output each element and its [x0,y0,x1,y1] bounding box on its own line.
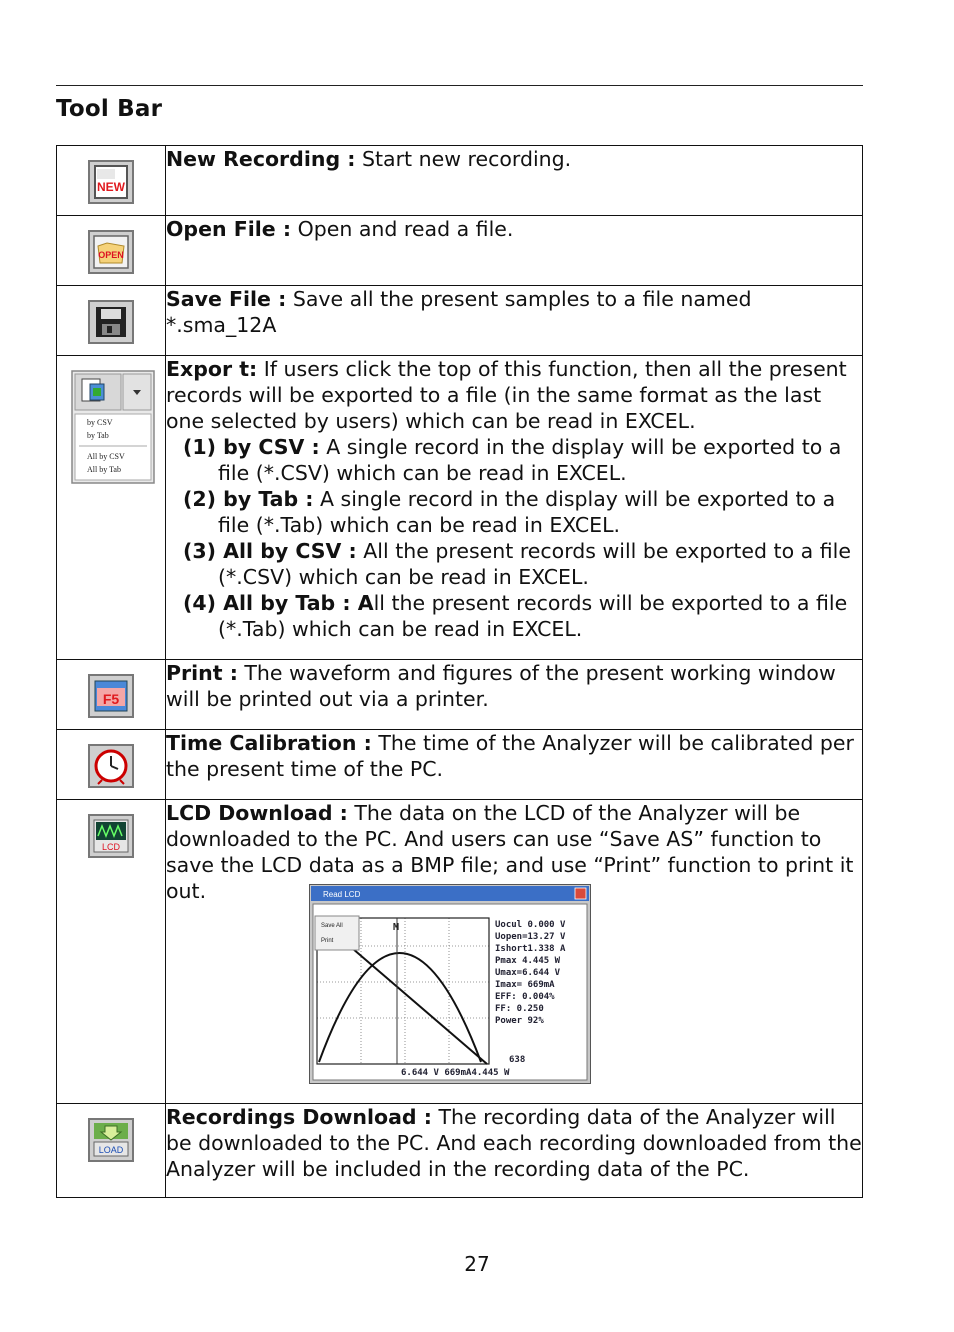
reading-value: Pmax 4.445 W [495,956,561,966]
icon-cell [57,356,166,660]
f5-icon-label: F5 [102,691,120,707]
table-row [57,660,863,730]
open-file-icon [88,230,134,274]
bottom-readout: 6.644 V 669mA4.445 W [401,1068,510,1078]
item-label: (2) by Tab : [183,487,314,511]
close-icon [575,888,586,899]
table-row [57,286,863,356]
reading-value: Imax= 669mA [495,980,555,990]
item-label: (1) by CSV : [183,435,320,459]
recordings-download-icon [88,1118,134,1162]
tool-description: The data on the LCD of the Analyzer will be downloaded to the PC. And users can use “Save AS” function to save the LCD data as a BMP file; and use “Print” function to print it out. [166,801,854,903]
reading-value: Ishort1.338 A [495,944,566,954]
icon-cell [57,730,166,800]
tool-name: LCD Download : [166,801,348,825]
reading-value: Umax=6.644 V [495,968,561,978]
tool-description: Save all the present samples to a file named *.sma_12A [166,287,752,337]
save-file-icon [88,300,134,344]
reading-value: Uocul 0.000 V [495,920,566,930]
tool-description: The recording data of the Analyzer will be downloaded to the PC. And each recording downloaded from the Analyzer will be included in the recording data of the PC. [166,1105,862,1181]
load-icon-label: LOAD [98,1145,124,1155]
item-label: (4) All by Tab : A [183,591,374,615]
description-cell [166,356,863,660]
description-cell [166,286,863,356]
item-text: A single record in the display will be exported to a file (*.Tab) which can be read in EXCEL. [218,487,836,537]
tool-description: Open and read a file. [291,217,514,241]
item-text: A single record in the display will be exported to a file (*.CSV) which can be read in EXCEL. [218,435,842,485]
menu-item-save-all: Save All [321,923,343,929]
tool-description: Start new recording. [355,147,572,171]
icon-cell [57,146,166,216]
marker-label: M [393,922,400,933]
table-row [57,216,863,286]
icon-cell [57,1104,166,1198]
section-title: Tool Bar [56,96,163,122]
tool-name: Expor t: [166,357,258,381]
table-row [57,1104,863,1198]
icon-cell [57,800,166,1104]
page-number: 27 [464,1252,490,1276]
toolbar-table [56,145,863,1198]
tool-name: New Recording : [166,147,356,171]
icon-cell [57,660,166,730]
icon-cell [57,216,166,286]
open-icon-label: OPEN [98,250,124,260]
tool-description: If users click the top of this function, then all the present records will be exported to a file (in the same format as the last one selected by users) which can be read in EXCEL. [166,357,847,433]
table-row [57,146,863,216]
menu-item-by-csv: by CSV [87,418,113,427]
list-item [166,486,862,538]
description-cell [166,1104,863,1198]
tool-name: Recordings Download : [166,1105,432,1129]
table-row [57,730,863,800]
description-cell [166,216,863,286]
new-icon-label: NEW [97,180,125,194]
item-label: (3) All by CSV : [183,539,357,563]
description-cell [166,660,863,730]
icon-cell [57,286,166,356]
export-menu-icon [71,370,155,484]
description-cell [166,800,863,1104]
lcd-window-screenshot [309,884,591,1084]
item-text: ll the present records will be exported to a file (*.Tab) which can be read in EXCEL. [218,591,848,641]
tool-name: Time Calibration : [166,731,372,755]
description-cell [166,146,863,216]
description-cell [166,730,863,800]
reading-value: FF: 0.250 [495,1004,544,1014]
menu-item-all-by-csv: All by CSV [87,452,125,461]
tool-name: Print : [166,661,238,685]
list-item [166,538,862,590]
tool-name: Save File : [166,287,287,311]
tool-description: The time of the Analyzer will be calibrated per the present time of the PC. [166,731,854,781]
menu-item-all-by-tab: All by Tab [87,465,121,474]
new-recording-icon [88,160,134,204]
list-item [166,434,862,486]
reading-value: EFF: 0.004% [495,992,555,1002]
tool-name: Open File : [166,217,292,241]
list-item [166,590,862,642]
reading-value: Power 92% [495,1016,544,1026]
tool-description: The waveform and figures of the present working window will be printed out via a printer. [166,661,836,711]
menu-item-print: Print [321,938,334,944]
lcd-icon-label: LCD [101,842,121,852]
header-rule [56,85,863,86]
print-icon [88,674,134,718]
window-title: Read LCD [323,890,361,899]
clock-icon [88,744,134,788]
reading-value: Uopen=13.27 V [495,932,566,942]
item-text: All the present records will be exported to a file (*.CSV) which can be read in EXCEL. [218,539,851,589]
lcd-download-icon [88,814,134,858]
bottom-value: 638 [509,1055,526,1065]
table-row [57,356,863,660]
table-row [57,800,863,1104]
menu-item-by-tab: by Tab [87,431,109,440]
